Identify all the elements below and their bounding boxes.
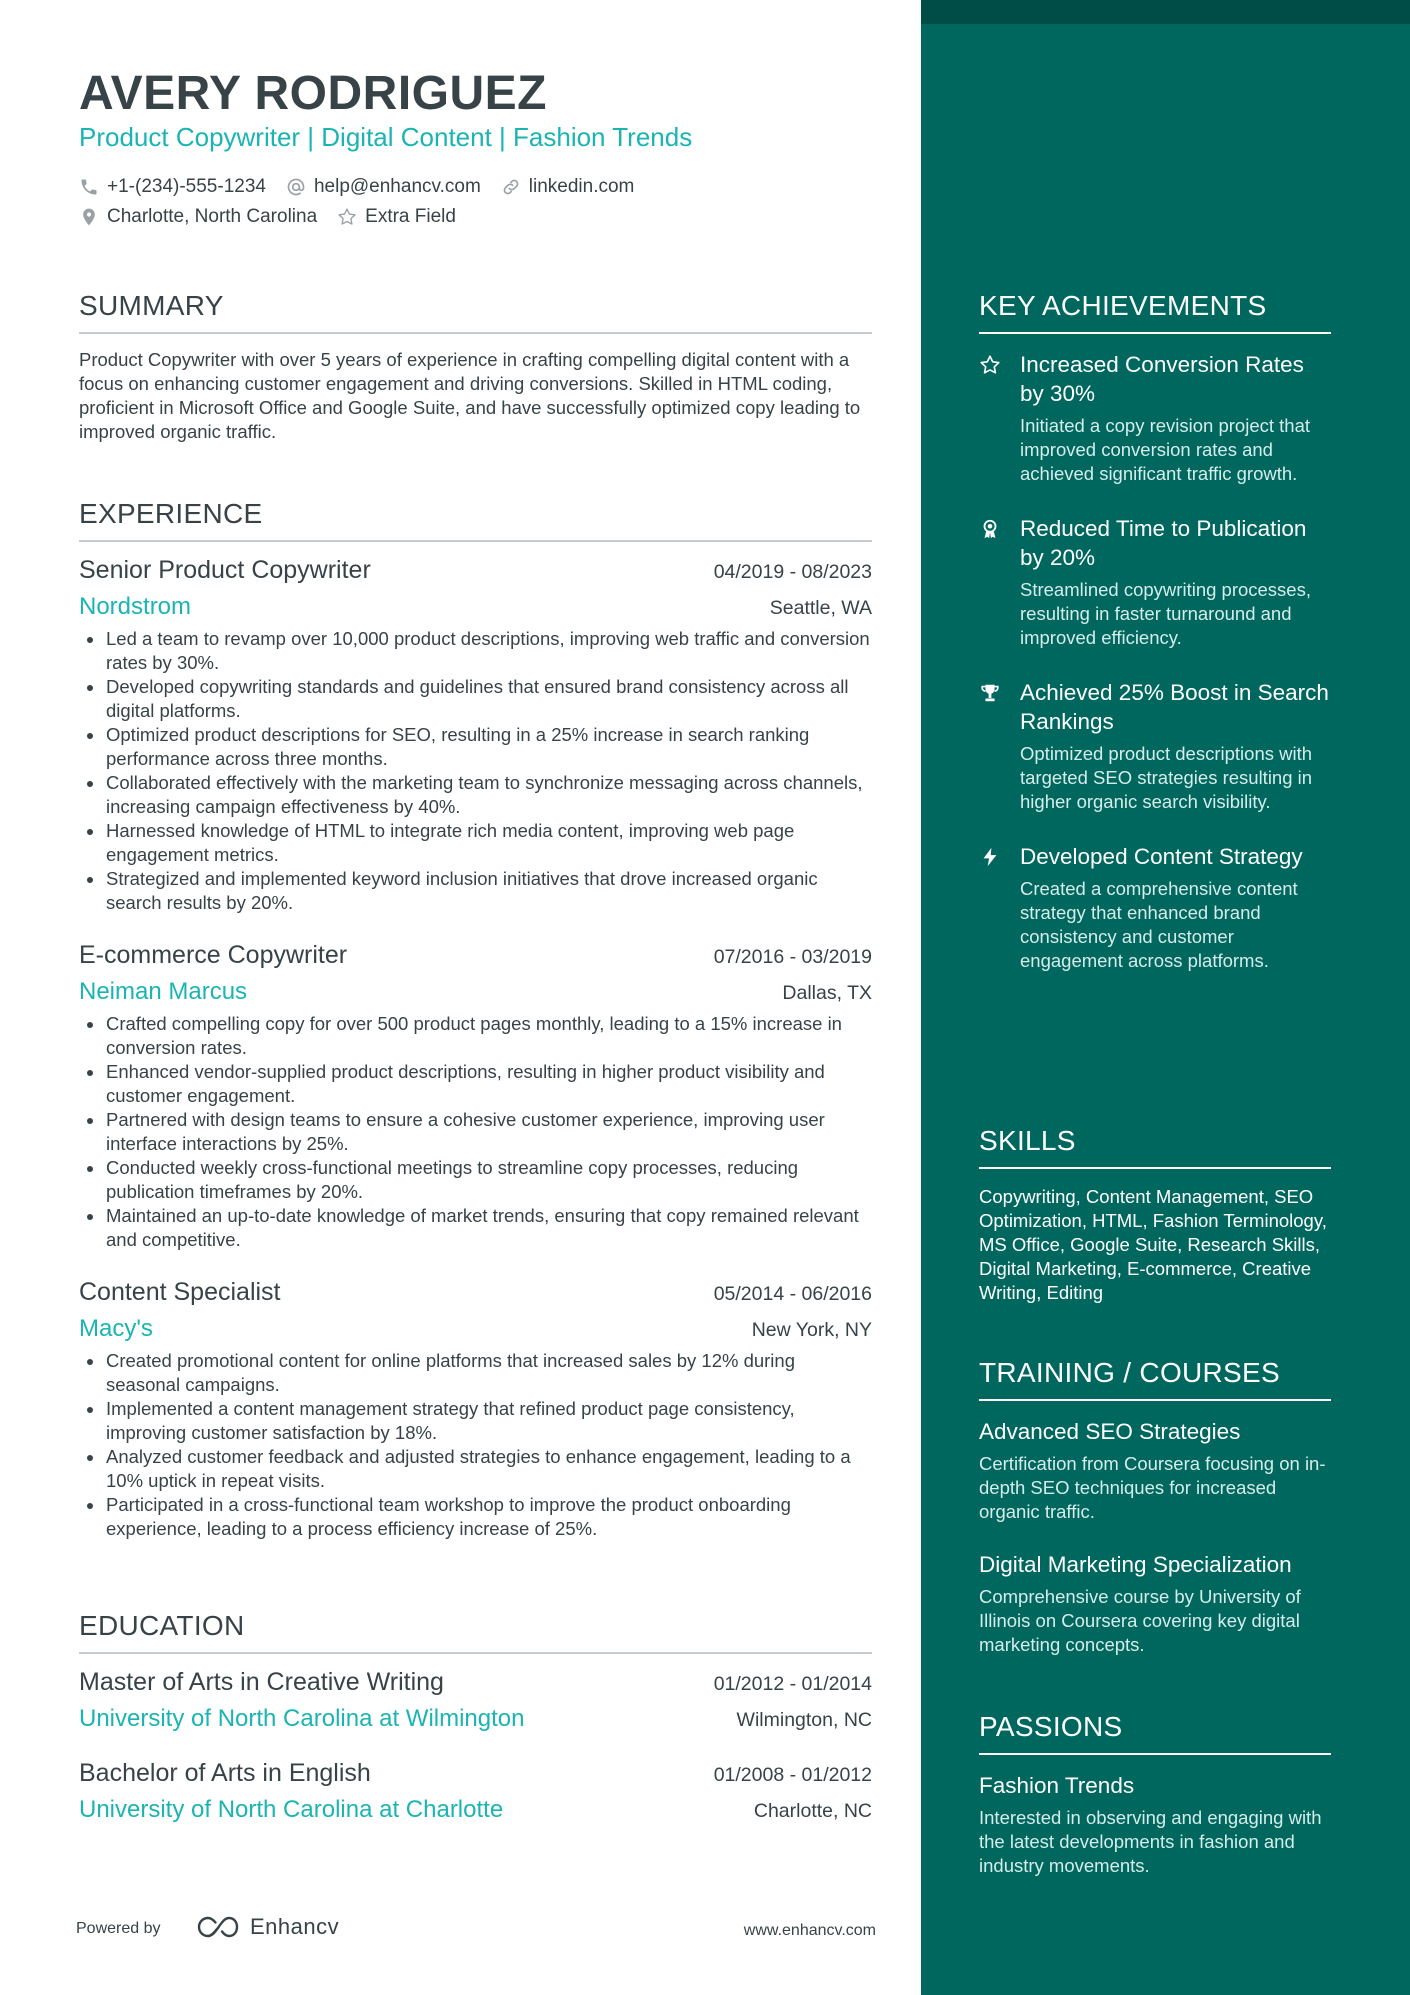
award-icon bbox=[979, 518, 1001, 540]
course-item bbox=[979, 1417, 1331, 1524]
powered-by-label: Powered by bbox=[76, 1920, 161, 1937]
contact-linkedin[interactable] bbox=[501, 176, 635, 198]
candidate-headline: Product Copywriter | Digital Content | Fashion Trends bbox=[79, 122, 693, 152]
job-title: E-commerce Copywriter bbox=[79, 941, 348, 969]
achievement-item bbox=[979, 678, 1331, 814]
job-bullets bbox=[79, 1349, 872, 1541]
job-entry bbox=[79, 941, 872, 1252]
contact-email-text: help@enhancv.com bbox=[313, 176, 481, 197]
contact-location bbox=[79, 206, 317, 228]
candidate-name: AVERY RODRIGUEZ bbox=[79, 67, 547, 120]
education-location: Charlotte, NC bbox=[753, 1800, 872, 1822]
bolt-icon bbox=[979, 846, 1001, 868]
list-item: Collaborated effectively with the marketing team to synchronize messaging across channels, increasing campaign effectiveness by 40%. bbox=[79, 771, 872, 819]
achievements-section bbox=[979, 290, 1331, 973]
education-dates: 01/2012 - 01/2014 bbox=[713, 1673, 872, 1695]
list-item: Harnessed knowledge of HTML to integrate rich media content, improving web page engagement metrics. bbox=[79, 819, 872, 867]
achievement-desc: Created a comprehensive content strategy that enhanced brand consistency and customer engagement across platforms. bbox=[1020, 878, 1298, 971]
contact-linkedin-text: linkedin.com bbox=[528, 176, 635, 197]
job-company: Neiman Marcus bbox=[79, 978, 248, 1005]
list-item: Partnered with design teams to ensure a cohesive customer experience, improving user interface interactions by 25%. bbox=[79, 1108, 872, 1156]
job-company: Macy's bbox=[79, 1315, 153, 1342]
summary-title: SUMMARY bbox=[79, 290, 872, 334]
education-degree: Master of Arts in Creative Writing bbox=[79, 1668, 444, 1696]
contact-phone[interactable] bbox=[79, 176, 266, 198]
achievement-title: Increased Conversion Rates by 30% bbox=[1020, 352, 1304, 406]
achievement-desc: Streamlined copywriting processes, resulting in faster turnaround and improved efficiency. bbox=[1020, 579, 1311, 648]
footer-website-link[interactable]: www.enhancv.com bbox=[743, 1922, 876, 1939]
achievement-title: Developed Content Strategy bbox=[1020, 844, 1303, 869]
passions-section bbox=[979, 1711, 1331, 1878]
list-item: Optimized product descriptions for SEO, resulting in a 25% increase in search ranking performance across three months. bbox=[79, 723, 872, 771]
list-item: Enhanced vendor-supplied product descriptions, resulting in higher product visibility and customer engagement. bbox=[79, 1060, 872, 1108]
contact-location-text: Charlotte, North Carolina bbox=[107, 206, 318, 227]
achievements-title: KEY ACHIEVEMENTS bbox=[979, 290, 1331, 334]
star-icon bbox=[979, 354, 1001, 376]
list-item: Crafted compelling copy for over 500 product pages monthly, leading to a 15% increase in conversion rates. bbox=[79, 1012, 872, 1060]
training-section bbox=[979, 1357, 1331, 1657]
passion-item bbox=[979, 1771, 1331, 1878]
logo-text: Enhancv bbox=[250, 1914, 340, 1939]
list-item: Developed copywriting standards and guidelines that ensured brand consistency across all digital platforms. bbox=[79, 675, 872, 723]
passion-title: Fashion Trends bbox=[979, 1773, 1135, 1798]
footer bbox=[76, 1912, 876, 1952]
experience-title: EXPERIENCE bbox=[79, 498, 872, 542]
location-icon bbox=[79, 207, 99, 227]
contact-row-2 bbox=[79, 202, 879, 232]
summary-text: Product Copywriter with over 5 years of experience in crafting compelling digital content with a focus on enhancing customer engagement and driving conversions. Skilled in HTML coding, proficient in Microsoft Office and Google Suite, and have successfully optimized copy leading to improved organic traffic. bbox=[79, 349, 861, 442]
contact-extra-text: Extra Field bbox=[365, 206, 456, 227]
enhancv-logo[interactable] bbox=[194, 1912, 339, 1942]
list-item: Analyzed customer feedback and adjusted strategies to enhance engagement, leading to a 10% uptick in repeat visits. bbox=[79, 1445, 872, 1493]
skills-section bbox=[979, 1125, 1331, 1305]
contact-phone-text: +1-(234)-555-1234 bbox=[107, 176, 266, 197]
job-dates: 07/2016 - 03/2019 bbox=[713, 946, 872, 968]
achievement-title: Achieved 25% Boost in Search Rankings bbox=[1020, 680, 1329, 734]
job-dates: 04/2019 - 08/2023 bbox=[713, 561, 872, 583]
skills-text: Copywriting, Content Management, SEO Optimization, HTML, Fashion Terminology, MS Office, Google Suite, Research Skills, Digital Marketing, E-commerce, Creative Writing, Editing bbox=[979, 1186, 1327, 1303]
job-entry bbox=[79, 556, 872, 915]
course-title: Digital Marketing Specialization bbox=[979, 1552, 1292, 1577]
job-location: Dallas, TX bbox=[782, 982, 872, 1004]
link-icon bbox=[501, 177, 521, 197]
achievement-desc: Initiated a copy revision project that improved conversion rates and achieved significant traffic growth. bbox=[1020, 415, 1310, 484]
job-location: Seattle, WA bbox=[769, 597, 872, 619]
summary-section bbox=[79, 290, 872, 444]
education-school: University of North Carolina at Wilmington bbox=[79, 1705, 525, 1732]
contact-row-1 bbox=[79, 172, 879, 202]
job-dates: 05/2014 - 06/2016 bbox=[713, 1283, 872, 1305]
course-desc: Comprehensive course by University of Illinois on Coursera covering key digital marketing concepts. bbox=[979, 1586, 1301, 1655]
list-item: Conducted weekly cross-functional meetings to streamline copy processes, reducing publication timeframes by 20%. bbox=[79, 1156, 872, 1204]
achievement-item bbox=[979, 350, 1331, 486]
infinity-logo-icon bbox=[194, 1912, 242, 1942]
education-title: EDUCATION bbox=[79, 1610, 872, 1654]
course-desc: Certification from Coursera focusing on in-depth SEO techniques for increased organic traffic. bbox=[979, 1453, 1326, 1522]
passions-title: PASSIONS bbox=[979, 1711, 1331, 1755]
achievement-desc: Optimized product descriptions with targeted SEO strategies resulting in higher organic search visibility. bbox=[1020, 743, 1313, 812]
achievement-item bbox=[979, 842, 1331, 973]
phone-icon bbox=[79, 177, 99, 197]
list-item: Maintained an up-to-date knowledge of market trends, ensuring that copy remained relevant and competitive. bbox=[79, 1204, 872, 1252]
job-location: New York, NY bbox=[751, 1319, 872, 1341]
contact-email[interactable] bbox=[286, 176, 481, 198]
education-entry bbox=[79, 1759, 872, 1824]
achievement-item bbox=[979, 514, 1331, 650]
at-icon bbox=[286, 177, 306, 197]
education-entry bbox=[79, 1668, 872, 1733]
job-bullets bbox=[79, 1012, 872, 1252]
sidebar-top-bar bbox=[921, 0, 1410, 24]
passion-desc: Interested in observing and engaging with the latest developments in fashion and industry movements. bbox=[979, 1807, 1322, 1876]
star-icon bbox=[337, 207, 357, 227]
training-title: TRAINING / COURSES bbox=[979, 1357, 1331, 1401]
contact-extra bbox=[337, 206, 456, 228]
list-item: Implemented a content management strategy that refined product page consistency, improving customer satisfaction by 18%. bbox=[79, 1397, 872, 1445]
education-location: Wilmington, NC bbox=[736, 1709, 872, 1731]
list-item: Led a team to revamp over 10,000 product descriptions, improving web traffic and conversion rates by 30%. bbox=[79, 627, 872, 675]
experience-section bbox=[79, 498, 872, 1541]
education-dates: 01/2008 - 01/2012 bbox=[713, 1764, 872, 1786]
list-item: Created promotional content for online platforms that increased sales by 12% during seasonal campaigns. bbox=[79, 1349, 872, 1397]
education-degree: Bachelor of Arts in English bbox=[79, 1759, 371, 1787]
education-section bbox=[79, 1610, 872, 1824]
achievement-title: Reduced Time to Publication by 20% bbox=[1020, 516, 1307, 570]
job-title: Senior Product Copywriter bbox=[79, 556, 371, 584]
education-school: University of North Carolina at Charlotte bbox=[79, 1796, 504, 1823]
job-entry bbox=[79, 1278, 872, 1541]
course-item bbox=[979, 1550, 1331, 1657]
skills-title: SKILLS bbox=[979, 1125, 1331, 1169]
job-bullets bbox=[79, 627, 872, 915]
contact-info bbox=[79, 172, 879, 232]
list-item: Participated in a cross-functional team workshop to improve the product onboarding experience, leading to a process efficiency increase of 25%. bbox=[79, 1493, 872, 1541]
list-item: Strategized and implemented keyword inclusion initiatives that drove increased organic search results by 20%. bbox=[79, 867, 872, 915]
job-company: Nordstrom bbox=[79, 593, 192, 620]
job-title: Content Specialist bbox=[79, 1278, 281, 1306]
trophy-icon bbox=[979, 682, 1001, 704]
course-title: Advanced SEO Strategies bbox=[979, 1419, 1241, 1444]
